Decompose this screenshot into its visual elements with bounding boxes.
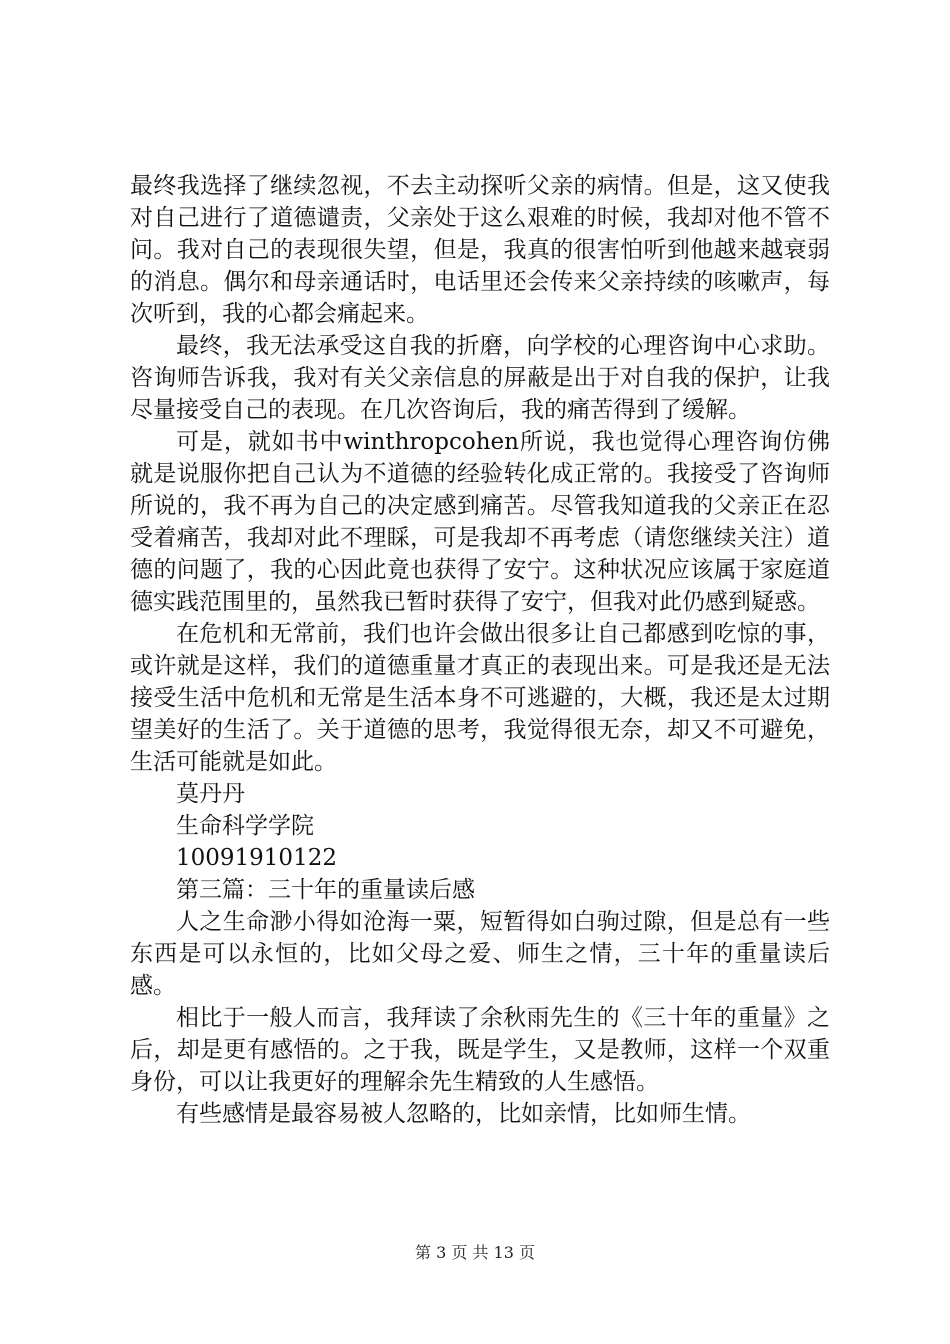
body-paragraph: 最终，我无法承受这自我的折磨，向学校的心理咨询中心求助。咨询师告诉我，我对有关父亲信息的屏蔽是出于对自我的保护，让我尽量接受自己的表现。在几次咨询后，我的痛苦得到了缓解。 bbox=[130, 333, 830, 423]
author-school: 生命科学学院 bbox=[176, 813, 314, 839]
body-paragraph: 人之生命渺小得如沧海一粟，短暂得如白驹过隙，但是总有一些东西是可以永恒的，比如父母之爱、师生之情，三十年的重量读后感。 bbox=[130, 909, 830, 999]
body-paragraph: 在危机和无常前，我们也许会做出很多让自己都感到吃惊的事，或许就是这样，我们的道德重量才真正的表现出来。可是我还是无法接受生活中危机和无常是生活本身不可逃避的，大概，我还是太过期望美好的生活了。关于道德的思考，我觉得很无奈，却又不可避免，生活可能就是如此。 bbox=[130, 621, 830, 775]
page-footer: 第 3 页 共 13 页 bbox=[415, 1243, 535, 1262]
section-title: 第三篇：三十年的重量读后感 bbox=[176, 877, 475, 903]
body-paragraph: 可是，就如书中winthropcohen所说，我也觉得心理咨询仿佛就是说服你把自己认为不道德的经验转化成正常的。我接受了咨询师所说的，我不再为自己的决定感到痛苦。尽管我知道我的父亲正在忍受着痛苦，我却对此不理睬，可是我却不再考虑（请您继续关注）道德的问题了，我的心因此竟也获得了安宁。这种状况应该属于家庭道德实践范围里的，虽然我已暂时获得了安宁，但我对此仍感到疑惑。 bbox=[130, 429, 830, 615]
author-student-id: 10091910122 bbox=[176, 845, 337, 871]
author-name: 莫丹丹 bbox=[176, 781, 245, 807]
body-paragraph: 有些感情是最容易被人忽略的，比如亲情，比如师生情。 bbox=[176, 1101, 751, 1127]
body-paragraph: 相比于一般人而言，我拜读了余秋雨先生的《三十年的重量》之后，却是更有感悟的。之于我，既是学生，又是教师，这样一个双重身份，可以让我更好的理解余先生精致的人生感悟。 bbox=[130, 1005, 830, 1095]
body-paragraph: 最终我选择了继续忽视，不去主动探听父亲的病情。但是，这又使我对自己进行了道德谴责，父亲处于这么艰难的时候，我却对他不管不问。我对自己的表现很失望，但是，我真的很害怕听到他越来越衰弱的消息。偶尔和母亲通话时，电话里还会传来父亲持续的咳嗽声，每次听到，我的心都会痛起来。 bbox=[130, 173, 830, 327]
document-body bbox=[130, 170, 830, 1130]
